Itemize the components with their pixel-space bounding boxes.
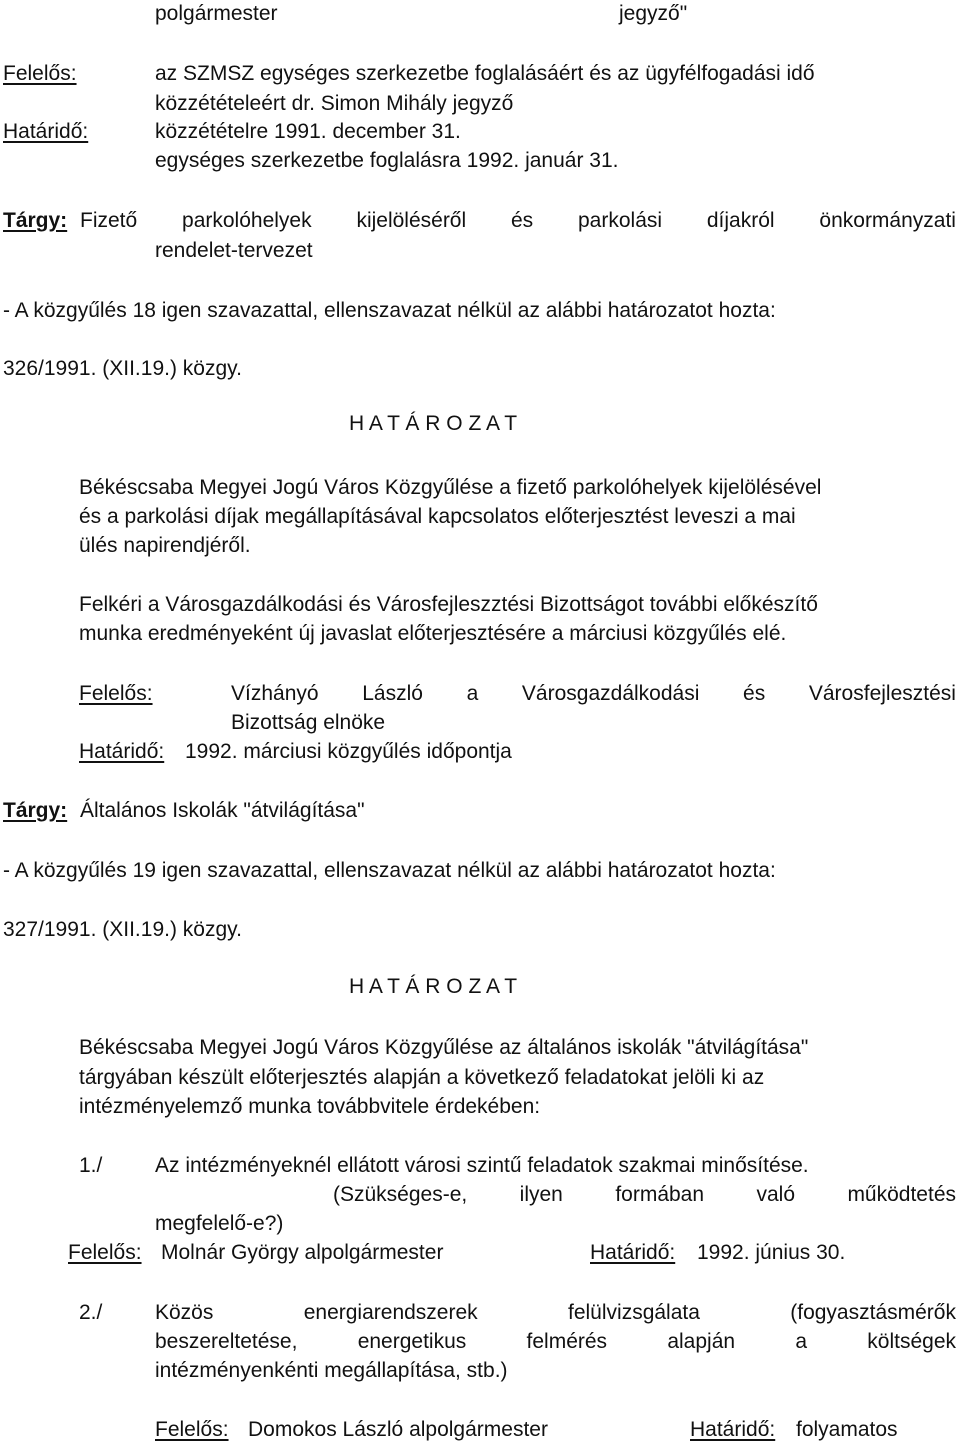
- resolution-paragraph-line: Felkéri a Városgazdálkodási és Városfejleszztési Bizottságot további előkészítő: [79, 593, 818, 616]
- task-text-line3: intézményenkénti megállapítása, stb.): [155, 1359, 508, 1382]
- vote-statement: - A közgyűlés 19 igen szavazattal, ellenszavazat nélkül az alábbi határozatot hozta:: [3, 859, 776, 882]
- role-notary: jegyző": [619, 2, 688, 25]
- task-word: való: [756, 1183, 795, 1206]
- hatarido-label: Határidő:: [79, 740, 165, 763]
- targy-word: parkolási: [578, 209, 663, 232]
- task-number: 1./: [79, 1154, 103, 1177]
- resolution-paragraph-line: és a parkolási díjak megállapításával kapcsolatos előterjesztést leveszi a mai: [79, 505, 796, 528]
- task-word: a: [795, 1330, 808, 1353]
- felelos-text-line2: közzétételeért dr. Simon Mihály jegyző: [155, 92, 514, 115]
- targy-word: díjakról: [706, 209, 775, 232]
- felelos-text-line2: Bizottság elnöke: [231, 711, 386, 734]
- targy-label: Tárgy:: [3, 799, 68, 822]
- hatarido-value: 1992. június 30.: [697, 1241, 846, 1264]
- task-word: költségek: [867, 1330, 956, 1353]
- felelos-value: Molnár György alpolgármester: [161, 1241, 444, 1264]
- targy-word: önkormányzati: [819, 209, 956, 232]
- resolution-heading: H A T Á R O Z A T: [349, 412, 518, 435]
- resolution-paragraph-line: ülés napirendjéről.: [79, 534, 251, 557]
- task-word: alapján: [667, 1330, 736, 1353]
- resolution-number: 327/1991. (XII.19.) közgy.: [3, 918, 242, 941]
- hatarido-label: Határidő:: [3, 120, 89, 143]
- task-text-line2: [155, 1331, 956, 1352]
- task-text-line3: megfelelő-e?): [155, 1212, 284, 1235]
- task-word: beszereltetése,: [155, 1330, 298, 1353]
- resolution-paragraph-line: Békéscsaba Megyei Jogú Város Közgyűlése a fizető parkolóhelyek kijelölésével: [79, 476, 822, 499]
- task-text-line1: Az intézményeknél ellátott városi szintű feladatok szakmai minősítése.: [155, 1154, 809, 1177]
- targy-text: Általános Iskolák "átvilágítása": [80, 799, 365, 822]
- hatarido-text-line1: közzétételre 1991. december 31.: [155, 120, 461, 143]
- vote-statement: - A közgyűlés 18 igen szavazattal, ellenszavazat nélkül az alábbi határozatot hozta:: [3, 299, 776, 322]
- task-word: Közös: [155, 1301, 214, 1324]
- task-text-line2: [333, 1184, 956, 1205]
- resolution-paragraph-line: intézményelemző munka továbbvitele érdekében:: [79, 1095, 541, 1118]
- task-text-line1: [155, 1302, 956, 1323]
- felelos-word: László: [362, 682, 423, 705]
- role-mayor: polgármester: [155, 2, 278, 25]
- resolution-paragraph-line: tárgyában készült előterjesztés alapján a következő feladatokat jelöli ki az: [79, 1066, 765, 1089]
- felelos-text-line1: [231, 683, 956, 704]
- targy-text-line1: [80, 210, 956, 231]
- targy-word: Fizető: [80, 209, 138, 232]
- felelos-text-line1: az SZMSZ egységes szerkezetbe foglalásáért és az ügyfélfogadási idő: [155, 62, 815, 85]
- felelos-word: Városfejlesztési: [808, 682, 956, 705]
- felelos-label: Felelős:: [68, 1241, 142, 1264]
- felelos-value: Domokos László alpolgármester: [248, 1418, 548, 1441]
- task-word: működtetés: [847, 1183, 956, 1206]
- targy-word: kijelöléséről: [356, 209, 467, 232]
- resolution-paragraph-line: Békéscsaba Megyei Jogú Város Közgyűlése az általános iskolák "átvilágítása": [79, 1036, 809, 1059]
- felelos-word: Vízhányó: [231, 682, 319, 705]
- felelos-word: Városgazdálkodási: [521, 682, 700, 705]
- felelos-word: a: [466, 682, 479, 705]
- task-word: (fogyasztásmérők: [790, 1301, 956, 1324]
- task-word: ilyen: [519, 1183, 563, 1206]
- hatarido-text-line2: egységes szerkezetbe foglalásra 1992. január 31.: [155, 149, 619, 172]
- targy-word: és: [510, 209, 534, 232]
- hatarido-label: Határidő:: [690, 1418, 776, 1441]
- targy-word: parkolóhelyek: [182, 209, 312, 232]
- task-word: energetikus: [357, 1330, 467, 1353]
- felelos-word: és: [743, 682, 766, 705]
- task-word: energiarendszerek: [303, 1301, 478, 1324]
- task-number: 2./: [79, 1301, 103, 1324]
- resolution-heading: H A T Á R O Z A T: [349, 975, 518, 998]
- hatarido-value: folyamatos: [796, 1418, 898, 1441]
- felelos-label: Felelős:: [79, 682, 153, 705]
- task-word: (Szükséges-e,: [333, 1183, 468, 1206]
- hatarido-label: Határidő:: [590, 1241, 676, 1264]
- resolution-paragraph-line: munka eredményeként új javaslat előterjesztésére a márciusi közgyűlés elé.: [79, 622, 787, 645]
- resolution-number: 326/1991. (XII.19.) közgy.: [3, 357, 242, 380]
- felelos-label: Felelős:: [3, 62, 77, 85]
- task-word: felülvizsgálata: [568, 1301, 700, 1324]
- task-word: felmérés: [526, 1330, 608, 1353]
- felelos-label: Felelős:: [155, 1418, 229, 1441]
- targy-label: Tárgy:: [3, 209, 68, 232]
- targy-text-line2: rendelet-tervezet: [155, 239, 313, 262]
- hatarido-value: 1992. márciusi közgyűlés időpontja: [185, 740, 512, 763]
- task-word: formában: [615, 1183, 705, 1206]
